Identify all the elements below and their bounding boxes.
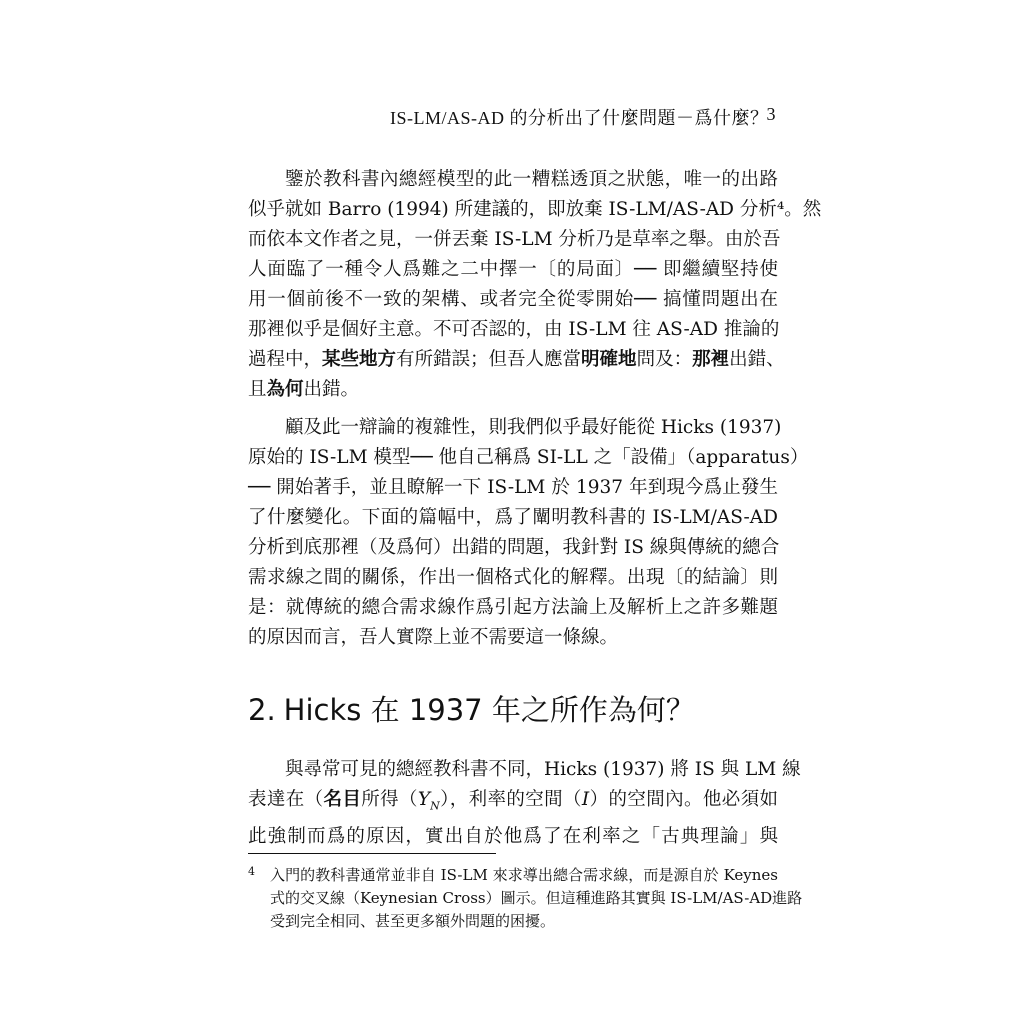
paragraph-line: 此強制而爲的原因，實出自於他爲了在利率之「古典理論」與 [248, 825, 778, 847]
emphasis-text: 某些地方 [322, 349, 397, 370]
footnote-line: 受到完全相同、甚至更多額外問題的困擾。 [270, 912, 556, 930]
page-number: 3 [766, 104, 776, 124]
emphasis-text: 明確地 [581, 349, 637, 370]
paragraph-line [248, 785, 778, 822]
section-paragraph [248, 755, 801, 852]
paragraph-line: 是：就傳統的總合需求線作爲引起方法論上及解析上之許多難題 [248, 597, 778, 618]
running-head-title: IS-LM/AS-AD 的分析出了什麼問題－爲什麼？ [390, 108, 769, 128]
paragraph-line [248, 375, 778, 405]
footnote [248, 864, 803, 933]
paragraph-2 [248, 413, 809, 653]
footnote-divider [248, 853, 496, 854]
text-run: ），利率的空間（ [439, 789, 582, 810]
paragraph-line: 似乎就如 Barro (1994) 所建議的，即放棄 IS-LM/AS-AD 分析⁴。然 [248, 199, 822, 220]
footnote-line: 入門的教科書通常並非自 IS-LM 來求導出總合需求線，而是源自於 Keynes [270, 866, 778, 884]
paragraph-line: ── 開始著手，並且瞭解一下 IS-LM 於 1937 年到現今爲止發生 [248, 477, 778, 498]
text-run: 所得（ [361, 789, 418, 810]
paragraph-line: 人面臨了一種令人爲難之二中擇一〔的局面〕── 即繼續堅持使 [248, 259, 778, 280]
paragraph-line: 的原因而言，吾人實際上並不需要這一條線。 [248, 627, 619, 648]
footnote-line: 式的交叉線（Keynesian Cross）圖示。但這種進路其實與 IS-LM/AS-AD進路 [270, 889, 803, 907]
text-run: 出錯、 [729, 349, 785, 370]
math-symbol: I [581, 789, 590, 810]
paragraph-line: 而依本文作者之見，一併丟棄 IS-LM 分析乃是草率之舉。由於吾 [248, 229, 781, 250]
text-run: 過程中， [248, 349, 323, 370]
paragraph-1 [248, 165, 822, 405]
paragraph-line [248, 345, 785, 375]
paragraph-line: 分析到底那裡（及爲何）出錯的問題，我針對 IS 線與傳統的總合 [248, 537, 780, 558]
emphasis-text: 名目 [323, 789, 362, 810]
text-run: ）的空間內。他必須如 [589, 789, 778, 810]
section-heading [248, 688, 695, 729]
math-subscript: N [430, 799, 440, 813]
paragraph-line: 了什麼變化。下面的篇幅中，爲了闡明教科書的 IS-LM/AS-AD [248, 507, 778, 528]
paragraph-line: 與尋常可見的總經教科書不同，Hicks (1937) 將 IS 與 LM 線 [285, 759, 801, 780]
paragraph-line: 用一個前後不一致的架構、或者完全從零開始── 搞懂問題出在 [248, 289, 778, 310]
running-head [390, 104, 776, 132]
text-run: 出錯。 [303, 379, 360, 400]
text-run: 有所錯誤；但吾人應當 [396, 349, 582, 370]
text-run: 問及： [636, 349, 693, 370]
emphasis-text: 那裡 [692, 349, 730, 370]
paragraph-line: 需求線之間的關係，作出一個格式化的解釋。出現〔的結論〕則 [248, 567, 778, 588]
paragraph-line: 原始的 IS-LM 模型── 他自己稱爲 SI-LL 之「設備」（apparatus） [248, 447, 809, 468]
text-run: 表達在（ [248, 789, 324, 810]
section-number: 2. [248, 693, 276, 727]
paragraph-line: 鑒於教科書內總經模型的此一糟糕透頂之狀態，唯一的出路 [285, 169, 778, 190]
paragraph-line: 那裡似乎是個好主意。不可否認的，由 IS-LM 往 AS-AD 推論的 [248, 319, 780, 340]
text-run: 且 [248, 379, 267, 400]
math-symbol: Y [417, 789, 431, 810]
paragraph-line: 顧及此一辯論的複雜性，則我們似乎最好能從 Hicks (1937) [285, 417, 782, 438]
footnote-body [270, 864, 803, 933]
emphasis-text: 為何 [266, 379, 304, 400]
footnote-mark: 4 [248, 865, 255, 878]
section-title: Hicks 在 1937 年之所作為何？ [283, 693, 695, 727]
